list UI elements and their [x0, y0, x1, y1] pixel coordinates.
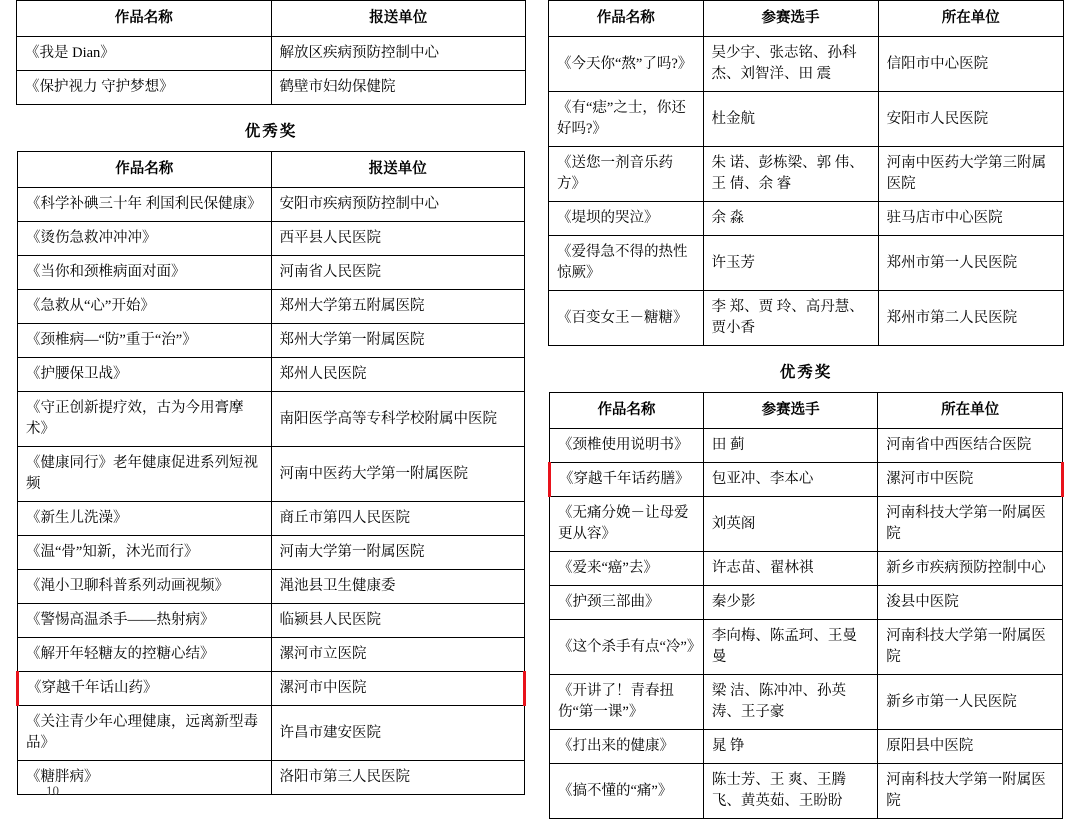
column-header-submitting-unit: 报送单位: [271, 152, 525, 188]
right-top-table: [548, 0, 1064, 346]
cell-contestant: 朱 诺、彭栋梁、郭 伟、王 倩、余 睿: [703, 147, 878, 202]
table-row: [18, 222, 525, 256]
cell-unit: 郑州大学第一附属医院: [271, 324, 525, 358]
table-row: [18, 447, 525, 502]
cell-work-name: 《爱来“癌”去》: [550, 552, 704, 586]
table-row-highlighted: [550, 463, 1063, 497]
cell-unit: 新乡市第一人民医院: [878, 675, 1063, 730]
table-row: [550, 730, 1063, 764]
table-row: [550, 552, 1063, 586]
cell-unit: 南阳医学高等专科学校附属中医院: [271, 392, 525, 447]
cell-work-name: 《搞不懂的“痛”》: [550, 764, 704, 819]
cell-work-name: 《护腰保卫战》: [18, 358, 272, 392]
table-row: [18, 761, 525, 795]
cell-work-name: 《百变女王－糖糖》: [549, 291, 704, 346]
column-header-submitting-unit: 报送单位: [271, 1, 526, 37]
table-row: [17, 37, 526, 71]
table-row: [18, 638, 525, 672]
cell-unit: 河南省人民医院: [271, 256, 525, 290]
cell-contestant: 许玉芳: [703, 236, 878, 291]
cell-work-name: 《烫伤急救冲冲冲》: [18, 222, 272, 256]
right-section-title: 优秀奖: [779, 364, 833, 382]
cell-work-name: 《颈椎病—“防”重于“治”》: [18, 324, 272, 358]
cell-work-name: 《当你和颈椎病面对面》: [18, 256, 272, 290]
cell-contestant: 田 蓟: [703, 429, 877, 463]
cell-work-name: 《穿越千年话山药》: [18, 672, 272, 706]
cell-unit: 信阳市中心医院: [878, 37, 1063, 92]
cell-work-name: 《科学补碘三十年 利国利民保健康》: [18, 188, 272, 222]
column-header-affiliation: 所在单位: [878, 1, 1063, 37]
cell-unit: 浚县中医院: [878, 586, 1063, 620]
table-row: [18, 256, 525, 290]
table-row: [550, 497, 1063, 552]
table-row: [550, 675, 1063, 730]
cell-unit: 洛阳市第三人民医院: [271, 761, 525, 795]
table-header-row: [18, 152, 525, 188]
column-header-contestant: 参赛选手: [703, 1, 878, 37]
left-column: [16, 0, 526, 799]
cell-unit: 河南省中西医结合医院: [878, 429, 1063, 463]
cell-work-name: 《颈椎使用说明书》: [550, 429, 704, 463]
column-header-work-name: 作品名称: [550, 393, 704, 429]
cell-contestant: 杜金航: [703, 92, 878, 147]
cell-unit: 漯河市中医院: [271, 672, 525, 706]
table-row: [18, 502, 525, 536]
cell-work-name: 《有“痣”之士，你还好吗?》: [549, 92, 704, 147]
table-row: [550, 764, 1063, 819]
cell-work-name: 《新生儿洗澡》: [18, 502, 272, 536]
cell-unit: 河南中医药大学第三附属医院: [878, 147, 1063, 202]
cell-unit: 西平县人民医院: [271, 222, 525, 256]
table-row: [550, 620, 1063, 675]
cell-unit: 驻马店市中心医院: [878, 202, 1063, 236]
cell-work-name: 《温“骨”知新，沐光而行》: [18, 536, 272, 570]
cell-contestant: 秦少影: [703, 586, 877, 620]
table-row: [550, 429, 1063, 463]
cell-unit: 新乡市疾病预防控制中心: [878, 552, 1063, 586]
right-excellent-table: [548, 392, 1064, 819]
right-top-table-body: [549, 37, 1064, 346]
column-header-work-name: 作品名称: [17, 1, 272, 37]
cell-unit: 鹤壁市妇幼保健院: [271, 71, 526, 105]
cell-work-name: 《解开年轻糖友的控糖心结》: [18, 638, 272, 672]
cell-unit: 原阳县中医院: [878, 730, 1063, 764]
cell-unit: 河南科技大学第一附属医院: [878, 497, 1063, 552]
table-header-row: [549, 1, 1064, 37]
cell-contestant: 陈士芳、王 爽、王腾飞、黄英茹、王盼盼: [703, 764, 877, 819]
column-header-work-name: 作品名称: [549, 1, 704, 37]
cell-unit: 郑州市第二人民医院: [878, 291, 1063, 346]
table-row: [18, 536, 525, 570]
cell-work-name: 《急救从“心”开始》: [18, 290, 272, 324]
cell-work-name: 《无痛分娩－让母爱更从容》: [550, 497, 704, 552]
cell-unit: 安阳市人民医院: [878, 92, 1063, 147]
cell-unit: 许昌市建安医院: [271, 706, 525, 761]
left-excellent-table: [16, 151, 526, 795]
cell-contestant: 余 淼: [703, 202, 878, 236]
table-row-highlighted: [18, 672, 525, 706]
cell-contestant: 李 郑、贾 玲、高丹慧、贾小香: [703, 291, 878, 346]
cell-unit: 渑池县卫生健康委: [271, 570, 525, 604]
table-row: [18, 604, 525, 638]
cell-work-name: 《关注青少年心理健康，远离新型毒品》: [18, 706, 272, 761]
cell-unit: 郑州市第一人民医院: [878, 236, 1063, 291]
cell-unit: 漯河市立医院: [271, 638, 525, 672]
table-row: [549, 92, 1064, 147]
table-row: [18, 570, 525, 604]
cell-work-name: 《我是 Dian》: [17, 37, 272, 71]
table-row: [550, 586, 1063, 620]
right-excellent-table-body: [550, 429, 1063, 819]
cell-work-name: 《爱得急不得的热性惊厥》: [549, 236, 704, 291]
cell-work-name: 《保护视力 守护梦想》: [17, 71, 272, 105]
cell-contestant: 李向梅、陈孟珂、王曼曼: [703, 620, 877, 675]
column-header-contestant: 参赛选手: [703, 393, 877, 429]
cell-contestant: 包亚冲、李本心: [703, 463, 877, 497]
cell-contestant: 晁 铮: [703, 730, 877, 764]
cell-work-name: 《守正创新提疗效，古为今用膏摩术》: [18, 392, 272, 447]
table-row: [18, 706, 525, 761]
cell-work-name: 《健康同行》老年健康促进系列短视频: [18, 447, 272, 502]
table-header-row: [550, 393, 1063, 429]
cell-work-name: 《这个杀手有点“冷”》: [550, 620, 704, 675]
cell-unit: 河南科技大学第一附属医院: [878, 620, 1063, 675]
cell-work-name: 《穿越千年话药膳》: [550, 463, 704, 497]
page-number: 10: [46, 783, 59, 799]
table-row: [17, 71, 526, 105]
cell-work-name: 《糖胖病》: [18, 761, 272, 795]
cell-work-name: 《送您一剂音乐药方》: [549, 147, 704, 202]
right-column: [548, 0, 1064, 819]
left-top-table: [16, 0, 526, 105]
left-excellent-table-body: [18, 188, 525, 795]
cell-work-name: 《打出来的健康》: [550, 730, 704, 764]
table-row: [18, 188, 525, 222]
table-row: [18, 290, 525, 324]
table-row: [549, 291, 1064, 346]
cell-work-name: 《开讲了！青春扭伤“第一课”》: [550, 675, 704, 730]
cell-work-name: 《警惕高温杀手——热射病》: [18, 604, 272, 638]
table-row: [549, 236, 1064, 291]
column-header-affiliation: 所在单位: [878, 393, 1063, 429]
cell-unit: 漯河市中医院: [878, 463, 1063, 497]
table-row: [549, 37, 1064, 92]
cell-work-name: 《今天你“熬”了吗?》: [549, 37, 704, 92]
table-row: [18, 358, 525, 392]
cell-unit: 河南科技大学第一附属医院: [878, 764, 1063, 819]
left-top-table-body: [17, 37, 526, 105]
table-row: [18, 392, 525, 447]
cell-unit: 郑州大学第五附属医院: [271, 290, 525, 324]
cell-unit: 河南大学第一附属医院: [271, 536, 525, 570]
cell-work-name: 《渑小卫聊科普系列动画视频》: [18, 570, 272, 604]
cell-work-name: 《堤坝的哭泣》: [549, 202, 704, 236]
table-row: [549, 147, 1064, 202]
cell-contestant: 吴少宇、张志铭、孙科杰、刘智洋、田 震: [703, 37, 878, 92]
cell-contestant: 梁 洁、陈冲冲、孙英涛、王子豪: [703, 675, 877, 730]
cell-contestant: 刘英阁: [703, 497, 877, 552]
cell-unit: 安阳市疾病预防控制中心: [271, 188, 525, 222]
cell-unit: 商丘市第四人民医院: [271, 502, 525, 536]
cell-contestant: 许志苗、翟林祺: [703, 552, 877, 586]
cell-unit: 郑州人民医院: [271, 358, 525, 392]
cell-unit: 解放区疾病预防控制中心: [271, 37, 526, 71]
column-header-work-name: 作品名称: [18, 152, 272, 188]
cell-unit: 河南中医药大学第一附属医院: [271, 447, 525, 502]
table-row: [549, 202, 1064, 236]
left-section-title: 优秀奖: [244, 123, 298, 141]
table-header-row: [17, 1, 526, 37]
cell-work-name: 《护颈三部曲》: [550, 586, 704, 620]
table-row: [18, 324, 525, 358]
cell-unit: 临颍县人民医院: [271, 604, 525, 638]
